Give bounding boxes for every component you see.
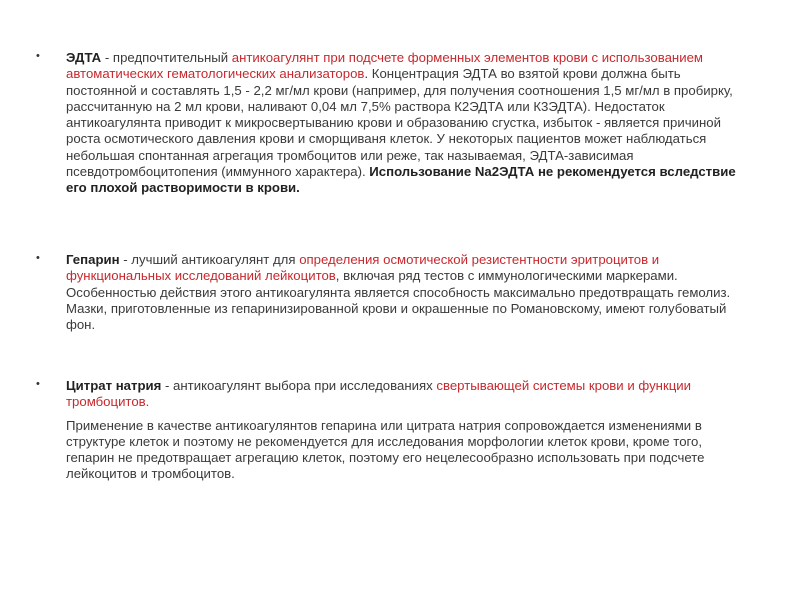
citrate-highlight: свертывающей системы крови и функции тромбоцитов.	[66, 378, 691, 410]
heparin-highlight: определения осмотической резистентности эритроцитов и функциональных исследований лейкоцитов	[66, 252, 660, 284]
term-edta: ЭДТА	[66, 50, 102, 65]
edta-highlight: антикоагулянт при подсчете форменных элементов крови с использованием автоматических гематологических анализаторов	[66, 50, 703, 82]
edta-text-2: . Концентрация ЭДТА во взятой крови должна быть постоянной и составлять 1,5 - 2,2 мг/мл крови (например, для получения соотношения 1,5 мг/мл в пробирку, рассчитанную на 2 мл крови, наливают 0,04 мл 7,5% раствора К2ЭДТА или К3ЭДТА). Недостаток антикоагулянта приводит к микросвертыванию крови и образованию сгустка, избыток - является причиной роста осмотического давления крови и сморщиваня клеток. У некоторых пациентов может наблюдаться небольшая спонтанная агрегация тромбоцитов или реже, так называемая, ЭДТА-зависимая псевдотромбоцитопения (иммунного характера).	[66, 66, 733, 180]
edta-text-1: - предпочтительный	[101, 50, 232, 65]
paragraph-edta	[66, 50, 746, 197]
term-citrate: Цитрат натрия	[66, 378, 162, 393]
paragraph-citrate	[66, 378, 746, 483]
term-heparin: Гепарин	[66, 252, 120, 267]
citrate-first-line	[66, 378, 746, 411]
bullet-2: •	[36, 252, 40, 264]
bullet-1: •	[36, 50, 40, 62]
edta-bold-note: Использование Na2ЭДТА не рекомендуется вследствие его плохой растворимости в крови.	[66, 164, 736, 196]
paragraph-heparin	[66, 252, 746, 333]
heparin-text-1: - лучший антикоагулянт для	[119, 252, 300, 267]
heparin-text-2: , включая ряд тестов с иммунологическими маркерами. Особенностью действия этого антикоагулянта является способность максимально предотвращать гемолиз. Мазки, приготовленные из гепаринизированной крови и окрашенные по Романовскому, имеют голубоватый фон.	[66, 268, 731, 333]
citrate-continuation: Применение в качестве антикоагулянтов гепарина или цитрата натрия сопровождается изменениями в структуре клеток и поэтому не рекомендуется для исследования морфологии клеток крови, кроме того, гепарин не предотвращает агрегацию клеток, поэтому его нецелесообразно использовать при подсчете лейкоцитов и тромбоцитов.	[66, 417, 705, 482]
citrate-text-1: - антикоагулянт выбора при исследованиях	[161, 378, 437, 393]
bullet-3: •	[36, 378, 40, 390]
